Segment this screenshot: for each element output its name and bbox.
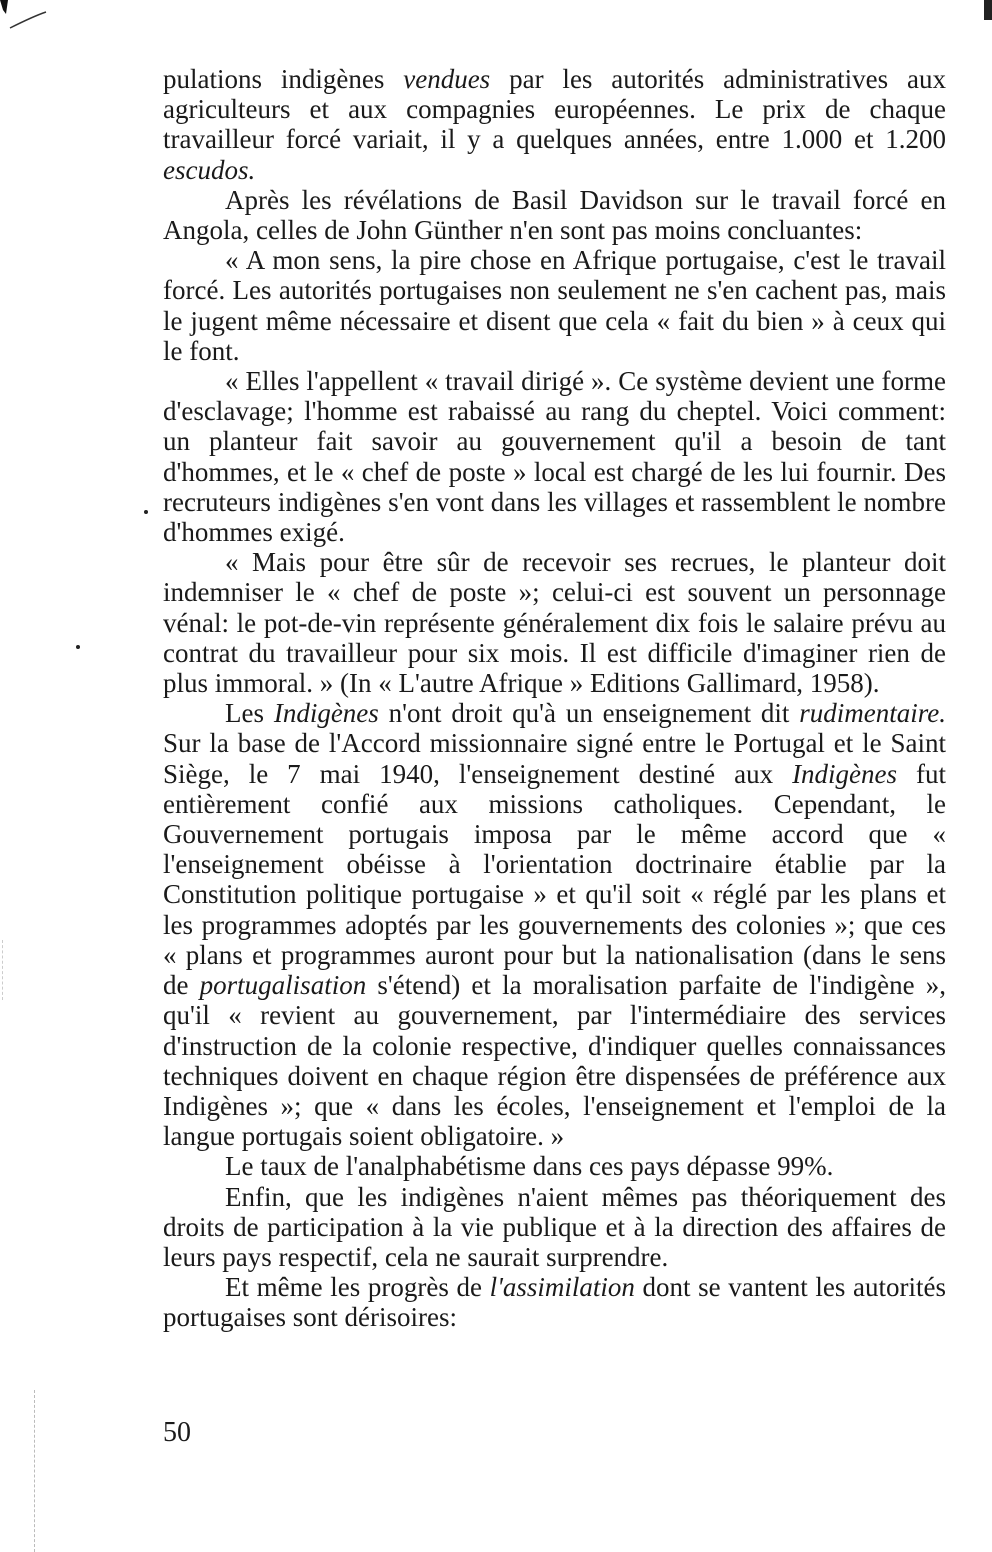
paragraph [163,185,946,245]
text-run: n'ont droit qu'à un enseignement dit [378,698,800,729]
italic-text: vendues [403,64,491,94]
text-run: « Elles l'appellent « travail dirigé ». Ce système devient une forme d'esclavage; l'homme est rabaissé au rang du cheptel. Voici comment: un planteur fait savoir au gouvernement qu'il a besoin de tant d'hommes, et le « chef de poste » local est chargé de les lui fournir. Des recruteurs indigènes s'en vont dans les villages et rassemblent le nombre d'hommes exigé. [163,366,946,548]
text-run: Enfin, que les indigènes n'aient mêmes pas théoriquement des droits de participation à la vie publique et à la direction des affaires de leurs pays respectif, cela ne saurait surprendre. [163,1181,946,1272]
paragraph [163,547,946,698]
italic-text: rudimentaire. [799,698,947,729]
scan-edge-line [2,940,3,1000]
paragraph [163,1182,946,1273]
italic-text: portugalisation [199,970,367,1001]
paragraph [163,366,946,547]
text-run: pulations indigènes [163,64,404,94]
italic-text: Indigènes [273,698,379,729]
italic-text: l'assimilation [489,1272,635,1303]
margin-speck [144,510,148,514]
italic-text: escudos. [163,154,256,185]
italic-text: Indigènes [792,758,898,789]
text-run: dont se vantent les autorités portugaises sont dérisoires: [163,1272,946,1333]
paragraph [163,1272,946,1332]
paragraph [163,64,946,185]
scan-corner-mark [0,0,60,40]
text-run: Les [225,698,274,729]
text-run: fut entièrement confié aux missions catholiques. Cependant, le Gouvernement portugais imposa par le même accord que « l'enseignement obéisse à l'orientation doctrinaire établie par la Constitution politique portugaise » et qu'il soit « réglé par les plans et les programmes adoptés par les gouvernements des colonies »; que ces « plans et programmes auront pour but la nationalisation (dans le sens de [163,758,947,1001]
text-run: s'étend) et la moralisation parfaite de l'indigène », qu'il « revient au gouvernement, par l'intermédiaire des services d'instruction de la colonie respective, d'indiquer quelles connaissances techniques doivent en chaque région être dispensées de préférence aux Indigènes »; que « dans les écoles, l'enseignement et l'emploi de la langue portugais soient obligatoire. » [163,970,946,1152]
text-run: par les autorités administratives aux agriculteurs et aux compagnies européennes. Le prix de chaque travailleur forcé variait, il y a quelques années, entre 1.000 et 1.200 [163,64,946,155]
page-number: 50 [163,1417,191,1448]
text-run: Après les révélations de Basil Davidson sur le travail forcé en Angola, celles de John Günther n'en sont pas moins concluantes: [163,184,946,246]
body-text [163,64,946,1333]
margin-speck [76,645,80,649]
paragraph [163,1151,946,1181]
text-run: Sur la base de l'Accord missionnaire signé entre le Portugal et le Saint Siège, le 7 mai 1940, l'enseignement destiné aux [163,728,946,789]
text-run: « Mais pour être sûr de recevoir ses recrues, le planteur doit indemniser le « chef de poste »; celui-ci est souvent un personnage vénal: le pot-de-vin représente généralement dix fois le salaire prévu au contrat du travailleur pour six mois. Il est difficile d'imaginer rien de plus immoral. » (In « L'autre Afrique » Editions Gallimard, 1958). [163,547,946,699]
scan-edge-mark [984,0,992,20]
text-run: « A mon sens, la pire chose en Afrique portugaise, c'est le travail forcé. Les autorités portugaises non seulement ne s'en cachent pas, mais le jugent même nécessaire et disent que cela « fait du bien » à ceux qui le font. [163,245,946,366]
text-run: Et même les progrès de [225,1272,490,1303]
text-run: Le taux de l'analphabétisme dans ces pays dépasse 99%. [225,1151,834,1182]
scan-edge-line [34,1390,35,1552]
paragraph [163,245,946,366]
paragraph [163,698,946,1151]
